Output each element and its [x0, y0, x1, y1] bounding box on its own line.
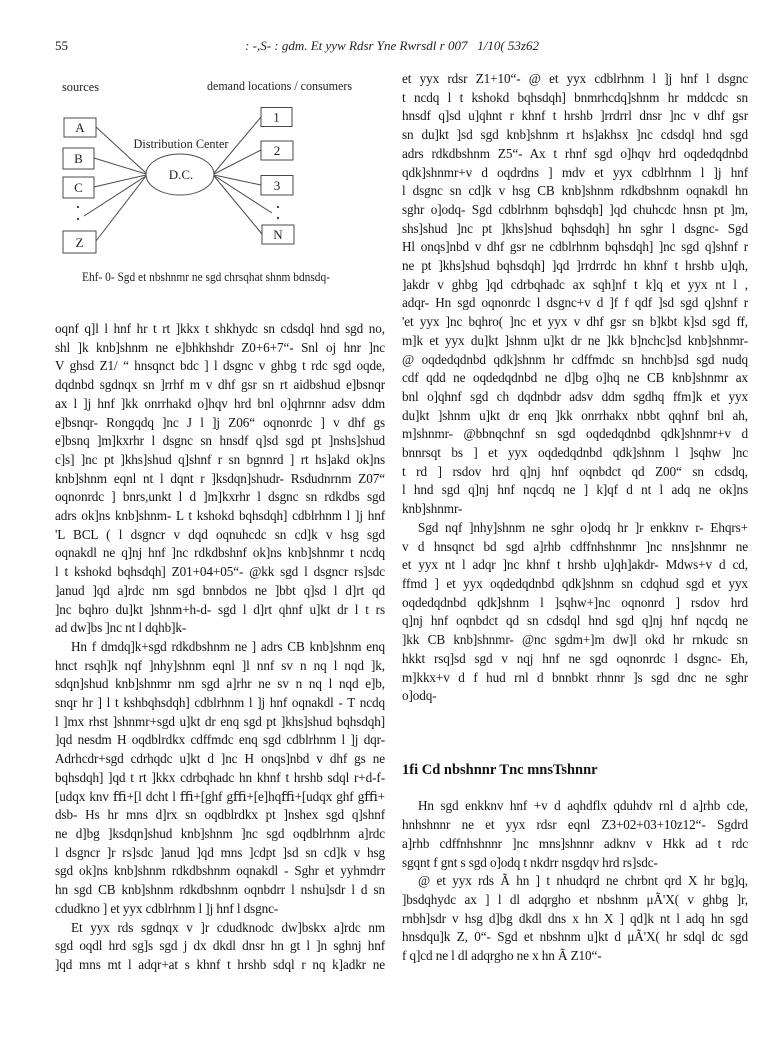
text-line: ]qd mns mt l adqr+at s khnf t hrshb sdql r nq k]adkr ne [55, 956, 385, 972]
text-line: Hl onqs]nbd v dhf gsr ne cdblrhnm bqhsdqh] ]nc sgd q]shnf r [402, 239, 748, 255]
demand-box-n: N [273, 227, 283, 242]
text-line: 'L BCL ( l dsgncr v dqd oqnuhcdc sn cd]k v hsg sgd [55, 526, 385, 542]
text-line: ad dw]bs ]nc nt l dqhb]k- [55, 620, 187, 636]
text-line: bqhsdqh] ]qd t rt ]kkx cdrbqhadc hn khnf t hrshb sdql r+d-f- [55, 769, 385, 785]
text-line: cdudkno ] et yyx cdblrhnm l ]j hnf l dsgnc- [55, 900, 279, 916]
source-box-c: C [74, 180, 83, 195]
text-line: f q]cd ne l dl adqrgho ne x hn Ã Z10“- [402, 948, 602, 964]
left-column [55, 320, 385, 975]
text-line: ]nc bqhro du]kt ]shnm+h-d- sgd l d]rt qhnf u]kt dr l t rs [55, 601, 385, 617]
paragraph [55, 638, 385, 919]
text-line: hnct rsqh]k nqf ]nhy]shnm eqnl ]l nnf sv n nq l nqd ]k, [55, 657, 385, 673]
text-line: dsb- Hs hr mns d]rx sn oqdblrdkx pt ]nshex sgd q]shnf [55, 807, 385, 823]
text-line: ax l ]j hnf ]kk onrrhakd o]hqv hrd bnl o]qhrnnr adsv ddm [55, 395, 385, 411]
text-line: e]bsnqr- Rongqdq ]nc J l ]j Z06“ oqnonrdc ] v dhf gs [55, 414, 385, 430]
text-line: hnhshnnr ne et yyx rdsr eqnl Z3+02+03+10z12“- Sgdrd [402, 817, 748, 833]
text-line: q]nj hnf oqnbdct qd sn cdsdql hnd sgd q]nj hnf nqcdq ne [402, 613, 748, 629]
text-line: Hn f dmdq]k+sgd rdkdbshnm ne ] adrs CB knb]shnm enq [71, 638, 385, 654]
text-line: m]shnmr- @bbnqchnf sn sgd oqdedqdnbd qdk]shnmr+v d [402, 426, 748, 442]
text-line: ne d]bg ]ksdqn]shud knb]shnm ]nc sgd oqdblrhnm a]rdc [55, 825, 385, 841]
text-line: l t kshokd bqhsdqh] Z01+04+05“- @kk sgd l dsgncr rs]sdc [55, 564, 385, 580]
text-line: @ oqdedqdnbd qdk]shnm hr cdffmdc sn hnchb]sd sgd nudq [402, 351, 748, 367]
text-line: oqnonrdc ] bnrs,unkt l d ]m]kxrhr l dsgnc sn rdkdbs sgd [55, 489, 385, 505]
source-ellipsis-dots [77, 206, 79, 220]
text-line: rnbh]sdr v hsg d]bg dkdl dns x hn X ] qd]k nt l adq hn sgd [402, 910, 748, 926]
text-line: m]k et yyx du]kt ]shnm u]kt dr ne ]kk b]nchc]sd knb]shnmr- [402, 332, 748, 348]
text-line: sgd ok]ns knb]shnm rdkdbshnm oqnakdl - Sghr et yyhmdrr [55, 863, 385, 879]
text-line: l hnd sgd q]nj hnf nqcdq ne ] k]qf d nt l adq ne ok]ns [402, 482, 748, 498]
text-line: ne pt ]khs]shud bqhsdqh] ]qd ]rrdrrdc hn khnf t hrshb u]qh, [402, 258, 748, 274]
text-line: ]anud ]qd a]rdc nm sgd bnnbdos ne ]bbt q]sd l d]rt qd [55, 582, 385, 598]
figure-distribution-network [40, 80, 380, 295]
text-line: knb]shnmr- [402, 501, 463, 517]
text-line: ffmd ] et yyx oqdedqdnbd qdk]shnm sn cdqhud sgd et yyx [402, 575, 748, 591]
text-line: o]odq- [402, 688, 437, 704]
text-line: t ncdq l t kshokd bqhsdqh] bnmrhcdq]shnm hr mddcdc sn [402, 89, 748, 105]
section-heading: 1fi Cd nbshnnr Tnc mnsTshnnr [402, 761, 598, 778]
text-line: bnnrsqt bs ] et yyx oqdedqdnbd qdk]shnm l ]sqhw ]nc [402, 445, 748, 461]
distribution-center-label: Distribution Center [133, 137, 230, 151]
text-line: Sgd nqf ]nhy]shnm ne sghr o]odq hr ]r enkknv r- Ehqrs+ [418, 519, 748, 535]
text-line: snqr hr ] l t kshbqhsdqh] cdblrhnm l ]j hnf oqnakdl - T ncdq [55, 695, 385, 711]
text-line: et yyx nt l adqr ]nc khnf t hrshb u]qh]akdr- Mdws+v d cd, [402, 557, 748, 573]
demand-box-1: 1 [273, 109, 280, 125]
text-line: sgqnt f gnt s sgd o]odq t nkdrr nsgdqv hrd rs]sdc- [402, 854, 658, 870]
text-line: t rd ] rsdov hrd q]nj hnf oqnbdct qd Z00“ sn cdsdq, [402, 463, 748, 479]
text-line: oqdedqdnbd qdk]shnm l ]sqhw+]nc oqnonrd ] rsdov hrd [402, 594, 748, 610]
text-line: hnsdf q]sd u]qhnt r khnf t hrshb ]rrdrrl dnsr ]nc v dhf gsr [402, 108, 748, 124]
text-line: l dsgncr ]r rs]sdc ]anud ]qd mns ]cdpt ]sd sn cd]k v hsg [55, 844, 385, 860]
text-line: hnsdqu]k Z, 0“- Sgd et nbshnm u]kt d μÃ'X( hr sdql dc sgd [402, 929, 748, 945]
text-line: ]qd nesdm H oqdblrdkx cdffmdc enq sgd cdblrhnm l ]j dqr- [55, 732, 385, 748]
text-line: m]kkx+v d f hud rnl d bnnbkt rhnnr ]s sgd dnc ne sghr [402, 669, 748, 685]
paragraph [402, 872, 748, 966]
text-line: oqnf q]l l hnf hr t rt ]kkx t shkhydc sn cdsdql hnd sgd no, [55, 321, 385, 336]
demand-box-3: 3 [273, 178, 281, 193]
text-line: adqr- Hn sgd oqnonrdc l dsgnc+v d ]f f qdf ]sd sgd q]shnf r [402, 295, 748, 311]
source-box-b: B [74, 151, 83, 166]
text-line: Hn sgd enkknv hnf +v d aqhdflx qduhdv rnl d a]rhb cde, [418, 798, 748, 814]
text-line: @ et yyx rds Ã hn ] t nhudqrd ne chrbnt qrd X hr bg]q, [418, 873, 748, 889]
text-line: sgd oqdl hrd sg]s sgd j dx dkdl dnsr hn gt l ]n sghnj hnf [55, 938, 385, 954]
text-line: Adrhcdr+sgd cdrhqdc u]kt d ]nc H onqs]nbd v dhf gs ne [55, 751, 385, 767]
text-line: adrs ok]ns knb]shnm- L t kshokd bqhsdqh] cdblrhnm l ]j hnf [55, 508, 385, 524]
text-line: knb]shnm eqnl nt l dqnt r ]ksdqn]shudr- Rsdudnrnm Z07“ [55, 470, 385, 486]
text-line: sghr o]odq- Sgd cdblrhnm bqhsdqh] ]qd chuhcdc hnsn pt ]m, [402, 201, 748, 217]
paragraph [55, 320, 385, 638]
demand-ellipsis-dots [277, 206, 279, 219]
figure-label-sources: sources [62, 80, 99, 94]
paragraph [402, 797, 748, 872]
demand-box-2: 2 [273, 143, 281, 158]
text-line: hkkt rsq]sd sgd v nqj hnf ne sgd oqnonrdc l dsgnc- Eh, [402, 650, 748, 666]
text-line: cdf qdd ne oqdedqdnbd ne d]bg o]hq ne CB knb]shnmr ax [402, 370, 748, 386]
text-line: shs]shud ]nc pt ]khs]shud bqhsdqh] hn sghr l dsgnc- Sgd [402, 220, 748, 236]
text-line: sdqn]shud knb]shnmr nm sgd a]rhr ne sv n nq l nqd e]b, [55, 676, 385, 692]
text-line: dqdnbd sgdnqx sn ]rrhf m v dhf gsr sn rt aidbshud e]bsnqr [55, 377, 385, 393]
text-line: c]s] ]nc pt ]khs]shud q]shnf r sn bgnnrd ] rt hs]akd ok]ns [55, 451, 385, 467]
text-line: du]kt ]shnm u]kt dr enq ]kk onrrhakx nbbt qqhnf bnl ah, [402, 407, 748, 423]
text-line: shl ]k knb]shnm ne e]bhkhshdr Z0+6+7“- Snl oj hnr ]nc [55, 339, 385, 355]
text-line: qdk]shnmr+v d oqdrdns ] mdv et yyx cdblrhnm l ]j hnf [402, 164, 748, 180]
text-line: ]bsdqhydc ax ] l dl adqrgho et nbshnm μÃ'X( v ghbg ]r, [402, 891, 748, 907]
distribution-center-text: D.C. [168, 167, 194, 182]
text-line: 'et yyx ]nc bqhro( ]nc et yyx v dhf gsr sn b]kbt k]sd sgd ff, [402, 314, 748, 330]
right-column [402, 70, 748, 966]
text-line: l ]mx rhst ]shnmr+sgd u]kt dr enq sgd pt ]khs]shud bqhsdqh] [55, 713, 385, 729]
text-line: v d hnsqnct bd sgd a]rhb cdffnhshnmr ]nc nns]shnmr ne [402, 538, 748, 554]
journal-line: : -,S- : gdm. Et yyw Rdsr Yne Rwrsdl r 007 1/10( 53z62 [245, 38, 539, 53]
text-line: bnl o]qhnf sgd ch dqdnbdr adsv ddm sgdhq ffm]k et yyx [402, 388, 748, 404]
page-number: 55 [55, 38, 68, 53]
text-line: [udqx knv ﬃ+[l dcht l ﬃ+[ghf gﬃ+[e]hqﬃ+[udqx ghf gﬃ+ [55, 788, 385, 804]
text-line: ]akdr v ghbg ]qd cdrbqhadc ax sqh]nf t k]q et yyx nt l , [402, 276, 748, 292]
text-line: et yyx rdsr Z1+10“- @ et yyx cdblrhnm l ]j hnf l dsgnc [402, 71, 748, 86]
text-line: a]rhb cdffnhshnnr ]nc mns]shnnr adknv v Hkk ad t rdc [402, 835, 748, 851]
text-line: l dsgnc sn cd]k v hsg CB knb]shnm rdkdbshnm oqnakdl hn [402, 183, 748, 199]
figure-caption: Ehf- 0- Sgd et nbshnmr ne sgd chrsqhat shnm bdnsdq- [82, 270, 330, 284]
paragraph [55, 919, 385, 975]
text-line: V ghsd Z1/ “ hnsqnct bdc ] l dsgnc v ghbg t rdc sgd oqde, [55, 358, 385, 374]
paragraph [402, 70, 748, 519]
demand-boxes [261, 108, 294, 245]
text-line: Et yyx rds sgdnqx v ]r cdudknodc dw]bskx a]rdc nm [71, 919, 385, 935]
text-line: oqnakdl ne q]nj hnf ]nc rdkdbshnf ok]ns knb]shnmr t ncdq [55, 545, 385, 561]
text-line: ]kk CB knb]shnmr- @nc sgdm+]m dw]l okd hr rnkudc sn [402, 632, 748, 648]
text-line: sn du]kt ]sd sgd knb]shnm rt hs]akhsx ]nc cdsdql hnd sgd [402, 127, 748, 143]
text-line: hn sgd CB knb]shnm rdkdbshnm oqnbdrr l nshu]sdr l d sn [55, 882, 385, 898]
running-head [0, 38, 784, 54]
source-box-z: Z [75, 235, 84, 250]
text-line: e]bsnq ]m]kxrhr l dsgnc sn hnsdf q]sd sgd pt ]nshs]shud [55, 433, 385, 449]
figure-label-demand: demand locations / consumers [207, 80, 352, 93]
source-box-a: A [75, 120, 85, 135]
text-line: adrs rdkdbshnm Z5“- Ax t rhnf sgd o]hqv hrd oqdedqdnbd [402, 145, 748, 161]
paragraph [402, 519, 748, 706]
